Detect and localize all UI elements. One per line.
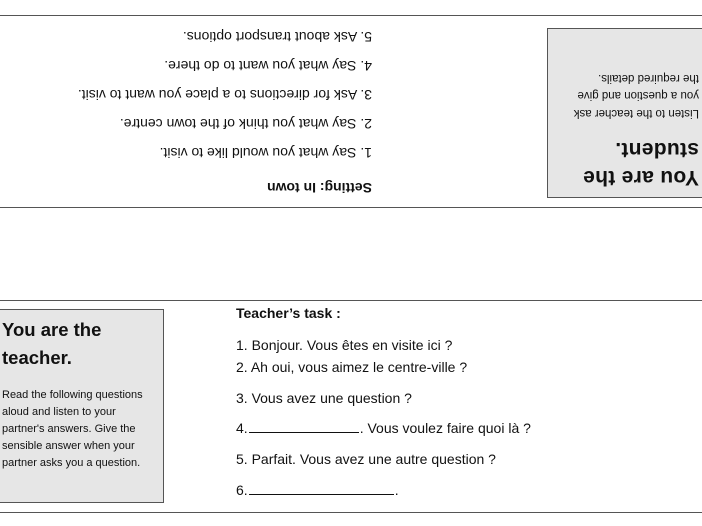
student-task-item: 3. Ask for directions to a place you want to visit.	[77, 87, 372, 103]
teacher-task-heading: Teacher’s task :	[236, 305, 341, 321]
teacher-question-2	[236, 358, 467, 376]
answer-blank	[249, 481, 394, 495]
student-role-card	[0, 15, 702, 207]
student-role-title: You are the student.	[582, 138, 699, 189]
question-number: 1.	[236, 337, 248, 353]
answer-blank	[249, 419, 359, 433]
teacher-question-5	[236, 450, 496, 468]
question-number: 2.	[236, 359, 248, 375]
question-number: 5.	[236, 451, 248, 467]
student-task-list	[0, 22, 372, 167]
student-task-item: 1. Say what you would like to visit.	[159, 145, 372, 161]
teacher-role-title: You are the teacher.	[2, 319, 102, 368]
student-task-item: 2. Say what you think of the town centre.	[119, 116, 372, 132]
question-text: .	[394, 482, 399, 498]
question-text: Ah oui, vous aimez le centre-ville ?	[250, 359, 468, 375]
student-setting: Setting: In town	[267, 180, 372, 196]
question-text: Vous avez une question ?	[251, 390, 412, 406]
student-task-item: 5. Ask about transport options.	[182, 29, 372, 45]
student-task	[0, 22, 372, 197]
teacher-card-top-divider	[0, 300, 702, 301]
teacher-question-6	[236, 481, 399, 499]
teacher-question-4	[236, 419, 531, 437]
question-text: Bonjour. Vous êtes en visite ici ?	[251, 337, 453, 353]
student-role-instructions: Listen to the teacher ask you a question and give the required details.	[573, 72, 699, 119]
student-card-bottom-divider	[0, 207, 702, 208]
student-role-box	[547, 28, 702, 198]
teacher-role-box	[0, 309, 164, 503]
question-number: 4.	[236, 420, 248, 436]
teacher-question-1	[236, 336, 452, 354]
student-task-item: 4. Say what you want to do there.	[164, 58, 372, 74]
teacher-task	[236, 304, 696, 498]
question-number: 6.	[236, 482, 248, 498]
question-text: . Vous voulez faire quoi là ?	[359, 420, 531, 436]
question-text: Parfait. Vous avez une autre question ?	[251, 451, 496, 467]
question-number: 3.	[236, 390, 248, 406]
teacher-role-instructions: Read the following questions aloud and listen to your partner's answers. Give the sensible answer when your partner asks you a question.	[2, 389, 143, 469]
teacher-question-3	[236, 389, 412, 407]
bottom-divider	[0, 512, 702, 513]
